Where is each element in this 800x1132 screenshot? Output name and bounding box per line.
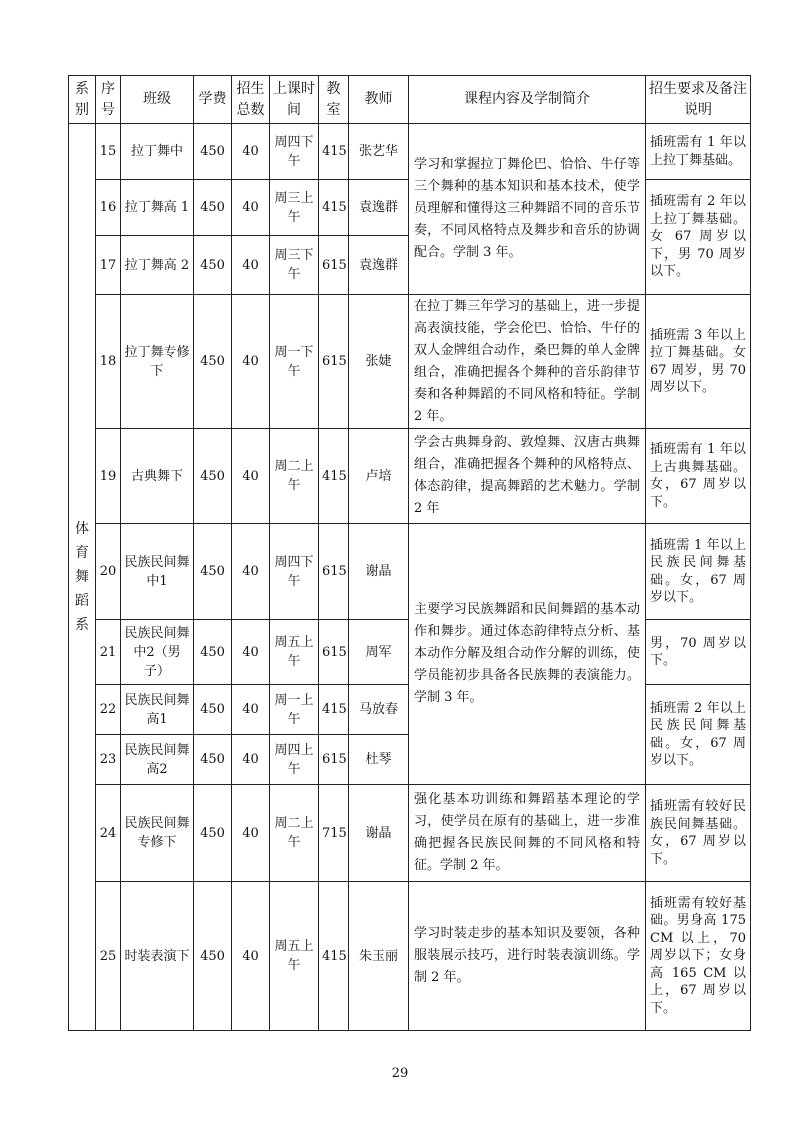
class-name: 民族民间舞中1 — [121, 524, 194, 620]
class-name: 民族民间舞中2（男子） — [121, 620, 194, 685]
enrollment-note: 插班需有 2 年以上拉丁舞基础。女 67 周岁以下，男 70 周岁以下。 — [646, 180, 751, 295]
room: 615 — [319, 295, 349, 429]
header-room: 教室 — [319, 76, 349, 124]
fee: 450 — [194, 882, 232, 1031]
row-number: 25 — [96, 882, 121, 1031]
header-fee: 学费 — [194, 76, 232, 124]
class-time: 周一下午 — [270, 295, 319, 429]
teacher: 谢晶 — [349, 524, 409, 620]
quota: 40 — [232, 295, 270, 429]
room: 415 — [319, 429, 349, 524]
row-number: 21 — [96, 620, 121, 685]
room: 415 — [319, 180, 349, 236]
class-name: 拉丁舞高 1 — [121, 180, 194, 236]
fee: 450 — [194, 180, 232, 236]
course-description: 学习时装走步的基本知识及要领，各种服装展示技巧，进行时装表演训练。学制 2 年。 — [409, 882, 646, 1031]
table-row — [69, 124, 751, 180]
enrollment-note: 插班需有较好基础。男身高 175 CM 以上，70 周岁以下；女身高 165 CM 以上，67 周岁以下。 — [646, 882, 751, 1031]
room: 715 — [319, 785, 349, 882]
room: 415 — [319, 882, 349, 1031]
row-number: 18 — [96, 295, 121, 429]
header-content: 课程内容及学制简介 — [409, 76, 646, 124]
course-description: 主要学习民族舞蹈和民间舞蹈的基本动作和舞步。通过体态韵律特点分析、基本动作分解及组合动作分解的训练，使学员能初步具备各民族舞的表演能力。学制 3 年。 — [409, 524, 646, 785]
fee: 450 — [194, 685, 232, 735]
enrollment-note: 插班需 1 年以上民族民间舞基础。女，67 周岁以下。 — [646, 524, 751, 620]
row-number: 17 — [96, 236, 121, 295]
room: 615 — [319, 236, 349, 295]
class-time: 周二上午 — [270, 785, 319, 882]
enrollment-note: 插班需有较好民族民间舞基础。女，67 周岁以下。 — [646, 785, 751, 882]
room: 415 — [319, 124, 349, 180]
header-number: 序号 — [96, 76, 121, 124]
class-name: 民族民间舞高1 — [121, 685, 194, 735]
room: 415 — [319, 685, 349, 735]
fee: 450 — [194, 429, 232, 524]
class-time: 周五上午 — [270, 620, 319, 685]
teacher: 周军 — [349, 620, 409, 685]
teacher: 张婕 — [349, 295, 409, 429]
quota: 40 — [232, 524, 270, 620]
class-time: 周四下午 — [270, 524, 319, 620]
quota: 40 — [232, 735, 270, 785]
header-requirements: 招生要求及备注说明 — [646, 76, 751, 124]
teacher: 杜琴 — [349, 735, 409, 785]
quota: 40 — [232, 882, 270, 1031]
table-row — [69, 524, 751, 620]
fee: 450 — [194, 124, 232, 180]
class-name: 拉丁舞高 2 — [121, 236, 194, 295]
class-name: 民族民间舞高2 — [121, 735, 194, 785]
teacher: 朱玉丽 — [349, 882, 409, 1031]
quota: 40 — [232, 685, 270, 735]
course-description: 学会古典舞身韵、敦煌舞、汉唐古典舞组合，准确把握各个舞种的风格特点、体态韵律，提高舞蹈的艺术魅力。学制 2 年 — [409, 429, 646, 524]
quota: 40 — [232, 620, 270, 685]
room: 615 — [319, 735, 349, 785]
row-number: 23 — [96, 735, 121, 785]
quota: 40 — [232, 124, 270, 180]
class-time: 周五上午 — [270, 882, 319, 1031]
quota: 40 — [232, 180, 270, 236]
course-description: 学习和掌握拉丁舞伦巴、恰恰、牛仔等三个舞种的基本知识和基本技术，使学员理解和懂得这三种舞蹈不同的音乐节奏，不同风格特点及舞步和音乐的协调配合。学制 3 年。 — [409, 124, 646, 295]
fee: 450 — [194, 785, 232, 882]
enrollment-note: 插班需 2 年以上民族民间舞基础。女，67 周岁以下。 — [646, 685, 751, 785]
row-number: 20 — [96, 524, 121, 620]
enrollment-note: 插班需 3 年以上拉丁舞基础。女 67 周岁，男 70 周岁以下。 — [646, 295, 751, 429]
class-name: 拉丁舞专修下 — [121, 295, 194, 429]
row-number: 16 — [96, 180, 121, 236]
enrollment-note: 插班需有 1 年以上拉丁舞基础。 — [646, 124, 751, 180]
table-row — [69, 429, 751, 524]
enrollment-note: 插班需有 1 年以上古典舞基础。女，67 周岁以下。 — [646, 429, 751, 524]
course-table — [68, 75, 751, 1031]
course-description: 强化基本功训练和舞蹈基本理论的学习，使学员在原有的基础上，进一步准确把握各民族民间舞的不同风格和特征。学制 2 年。 — [409, 785, 646, 882]
class-time: 周三上午 — [270, 180, 319, 236]
class-name: 拉丁舞中 — [121, 124, 194, 180]
class-time: 周二上午 — [270, 429, 319, 524]
class-time: 周三下午 — [270, 236, 319, 295]
table-row — [69, 785, 751, 882]
fee: 450 — [194, 295, 232, 429]
teacher: 张艺华 — [349, 124, 409, 180]
class-name: 民族民间舞专修下 — [121, 785, 194, 882]
table-row — [69, 295, 751, 429]
row-number: 19 — [96, 429, 121, 524]
header-class: 班级 — [121, 76, 194, 124]
header-quota: 招生总数 — [232, 76, 270, 124]
header-teacher: 教师 — [349, 76, 409, 124]
class-time: 周一上午 — [270, 685, 319, 735]
teacher: 马放春 — [349, 685, 409, 735]
class-name: 时装表演下 — [121, 882, 194, 1031]
fee: 450 — [194, 524, 232, 620]
room: 615 — [319, 620, 349, 685]
room: 615 — [319, 524, 349, 620]
quota: 40 — [232, 785, 270, 882]
class-name: 古典舞下 — [121, 429, 194, 524]
teacher: 袁逸群 — [349, 236, 409, 295]
department-cell: 体育舞蹈系 — [69, 124, 96, 1031]
header-row — [69, 76, 751, 124]
header-department: 系别 — [69, 76, 96, 124]
fee: 450 — [194, 236, 232, 295]
row-number: 22 — [96, 685, 121, 735]
quota: 40 — [232, 236, 270, 295]
header-time: 上课时间 — [270, 76, 319, 124]
teacher: 谢晶 — [349, 785, 409, 882]
table-row — [69, 882, 751, 1031]
fee: 450 — [194, 620, 232, 685]
row-number: 15 — [96, 124, 121, 180]
teacher: 袁逸群 — [349, 180, 409, 236]
course-description: 在拉丁舞三年学习的基础上，进一步提高表演技能，学会伦巴、恰恰、牛仔的双人金牌组合动作，桑巴舞的单人金牌组合，准确把握各个舞种的音乐韵律节奏和各种舞蹈的不同风格和特征。学制 2 年。 — [409, 295, 646, 429]
class-time: 周四下午 — [270, 124, 319, 180]
class-time: 周四上午 — [270, 735, 319, 785]
page-number: 29 — [391, 1066, 409, 1081]
enrollment-note: 男，70 周岁以下。 — [646, 620, 751, 685]
quota: 40 — [232, 429, 270, 524]
teacher: 卢培 — [349, 429, 409, 524]
fee: 450 — [194, 735, 232, 785]
row-number: 24 — [96, 785, 121, 882]
